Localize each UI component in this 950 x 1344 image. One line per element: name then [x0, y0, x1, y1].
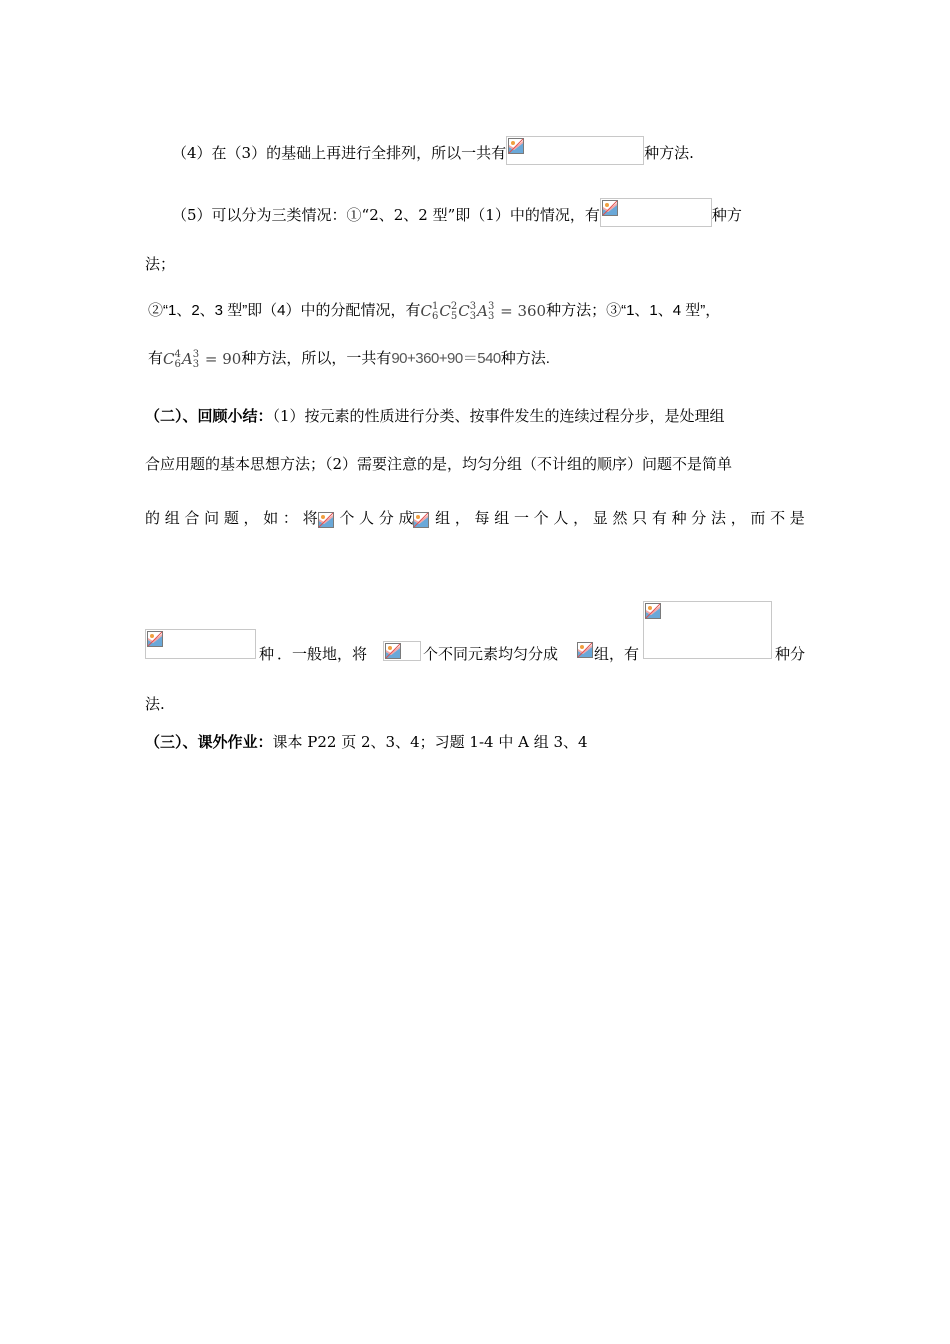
- step-5-suffix: 种方: [711, 206, 742, 224]
- broken-image-icon: [413, 512, 429, 528]
- broken-image-icon: [645, 603, 661, 619]
- char: 种: [671, 509, 687, 527]
- char: 个: [533, 509, 549, 527]
- summary-4-text-b: ．一般地，将: [277, 645, 368, 663]
- char: 组: [164, 509, 180, 527]
- summary-4-text-e: 种分: [775, 645, 806, 663]
- summary-4-text-d: 组，有: [594, 645, 640, 663]
- step-5-continuation: [145, 252, 805, 276]
- char: 的: [145, 509, 161, 527]
- char: 个: [339, 509, 355, 527]
- step-5-text: （5）可以分为三类情况：①“2、2、2 型”即（1）中的情况，有: [172, 206, 600, 224]
- step-4-text: （4）在（3）的基础上再进行全排列，所以一共有: [172, 144, 507, 162]
- type-123-suffix: 种方法；③“1、1、4 型”，: [546, 302, 721, 319]
- broken-image-icon: [602, 200, 618, 216]
- formula-image-placeholder: [600, 198, 712, 227]
- homework-heading: （三）、课外作业：: [145, 733, 273, 751]
- char: ，: [573, 509, 589, 527]
- step-4-line: [172, 136, 805, 165]
- summary-text-1: （1）按元素的性质进行分类、按事件发生的连续过程分步，是处理组: [272, 407, 725, 425]
- broken-image-icon: [318, 512, 334, 528]
- summary-4-text-c: 个不同元素均匀分成: [423, 645, 559, 663]
- formula-image-placeholder: [318, 512, 335, 530]
- formula-c6c5c3a3: C 1 6 C 2 5 C 3 3 A 3 3 = 360: [420, 301, 547, 322]
- char: 分: [378, 509, 394, 527]
- step-4-suffix: 种方法.: [644, 144, 694, 162]
- summary-line-5: [145, 692, 805, 716]
- type-123-line: [148, 298, 805, 323]
- homework-line: [145, 730, 805, 754]
- summary-4-text-a: 种: [259, 645, 275, 663]
- char: 题: [223, 509, 239, 527]
- summary-line-4: [145, 601, 805, 663]
- char: 问: [204, 509, 220, 527]
- summary-text-5: 法.: [145, 695, 165, 713]
- char: 是: [789, 509, 805, 527]
- char: 组: [435, 509, 451, 527]
- summary-text-2: 合应用题的基本思想方法；（2）需要注意的是，均匀分组（不计组的顺序）问题不是简单: [145, 455, 733, 473]
- char: ，: [243, 509, 259, 527]
- step-5-line: [172, 198, 805, 227]
- summary-line-3: [145, 506, 805, 530]
- char-with-image: 将: [303, 506, 335, 530]
- char: ，: [730, 509, 746, 527]
- formula-image-placeholder: [413, 512, 430, 530]
- formula-image-placeholder: [506, 136, 644, 165]
- char: ：: [282, 509, 298, 527]
- type-114-line: [148, 346, 805, 371]
- char: 分: [691, 509, 707, 527]
- char: 人: [553, 509, 569, 527]
- summary-line-2: [145, 452, 805, 476]
- char: 法: [710, 509, 726, 527]
- formula-image-placeholder: [383, 641, 421, 661]
- type-114-middle: 种方法，所以，一共有: [241, 350, 392, 367]
- broken-image-icon: [147, 631, 163, 647]
- char: 而: [750, 509, 766, 527]
- char: 显: [592, 509, 608, 527]
- char: 然: [612, 509, 628, 527]
- broken-image-icon: [508, 138, 524, 154]
- formula-image-placeholder: [145, 629, 256, 659]
- char: 不: [770, 509, 786, 527]
- formula-c6a3: C 4 6 A 3 3 = 90: [163, 349, 242, 370]
- summary-line-1: [145, 404, 805, 428]
- char: ，: [454, 509, 470, 527]
- char: 一: [513, 509, 529, 527]
- summary-heading: （二）、回顾小结：: [145, 407, 273, 425]
- broken-image-icon: [577, 642, 593, 658]
- char-with-image: 成: [398, 506, 430, 530]
- total-sum: 90+360+90＝540: [391, 350, 501, 367]
- formula-image-placeholder: [643, 601, 772, 659]
- char: 人: [359, 509, 375, 527]
- char: 有: [651, 509, 667, 527]
- char: 只: [632, 509, 648, 527]
- char: 组: [494, 509, 510, 527]
- char: 合: [184, 509, 200, 527]
- homework-text: 课本 P22 页 2、3、4；习题 1-4 中 A 组 3、4: [272, 733, 588, 751]
- type-114-prefix: 有: [148, 350, 164, 367]
- continuation-text: 法；: [145, 255, 176, 273]
- formula-image-placeholder: [577, 641, 594, 661]
- char: 每: [474, 509, 490, 527]
- type-114-suffix: 种方法.: [500, 350, 550, 367]
- char: 如: [263, 509, 279, 527]
- broken-image-icon: [385, 643, 401, 659]
- type-123-text: ②“1、2、3 型”即（4）中的分配情况，有: [148, 302, 421, 319]
